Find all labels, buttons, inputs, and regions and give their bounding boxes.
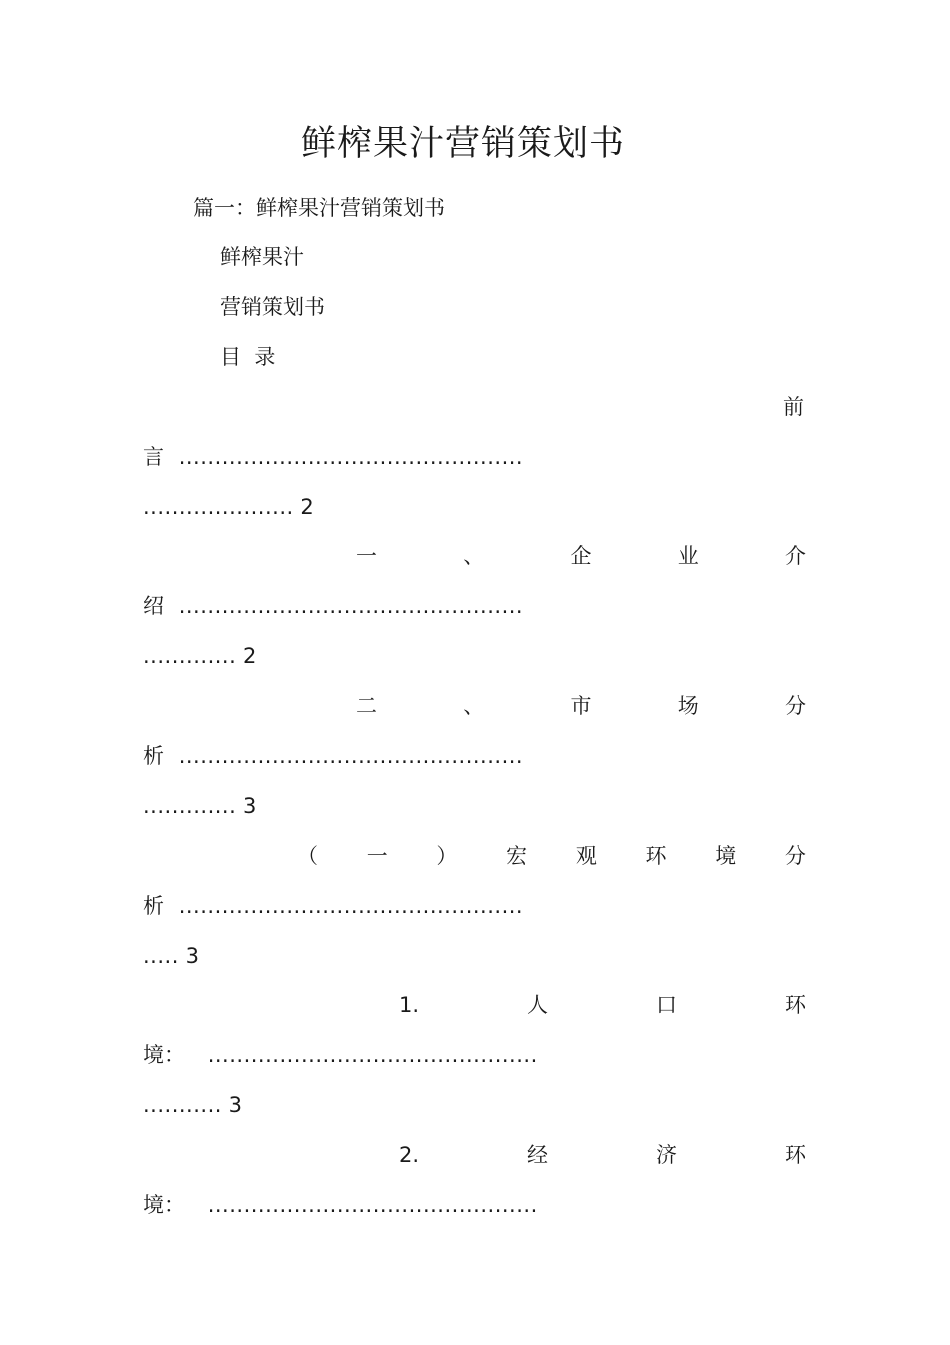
toc-preface-line [143, 442, 523, 472]
toc-section2-page-line [143, 791, 256, 821]
toc-section2-1-char: 析 [143, 894, 164, 918]
toc-char: 境 [715, 844, 737, 868]
toc-section2-char: 析 [143, 744, 164, 768]
toc-char: 场 [677, 694, 699, 718]
toc-section2-1-page: 3 [185, 944, 199, 968]
toc-preface-label-end: 前 [783, 395, 804, 419]
toc-char: 1. [399, 993, 420, 1017]
toc-char: 分 [785, 694, 806, 718]
heading-line-1: 篇一：鲜榨果汁营销策划书 [193, 196, 445, 220]
toc-char: 市 [570, 694, 592, 718]
toc-section2-1-page-line [143, 941, 199, 971]
toc-section2-page: 3 [242, 794, 257, 818]
toc-section2-leader-2: ............. [143, 794, 237, 818]
toc-preface-char: 言 [143, 445, 164, 469]
toc-char: 经 [527, 1143, 549, 1167]
toc-section1-page: 2 [242, 644, 257, 668]
toc-char: 二 [356, 694, 377, 718]
toc-preface-page: 2 [300, 495, 314, 519]
toc-char: 环 [785, 993, 806, 1017]
toc-char: 分 [784, 844, 806, 868]
toc-item1-char: 境： [143, 1043, 185, 1067]
toc-char: 介 [785, 544, 806, 568]
toc-item2-char: 境： [143, 1193, 185, 1217]
toc-char: 济 [656, 1143, 678, 1167]
toc-item2-line [143, 1190, 538, 1220]
heading-line-3: 营销策划书 [220, 295, 325, 319]
toc-section2-1-leader-2: ..... [143, 944, 179, 968]
toc-item1-label [399, 990, 806, 1020]
toc-section2-1-label [297, 841, 806, 871]
toc-char: （ [297, 844, 318, 868]
heading-line-2: 鲜榨果汁 [220, 245, 304, 269]
toc-section2-1-leader: ................................................ [178, 894, 524, 918]
toc-section1-line [143, 591, 523, 621]
toc-section1-char: 绍 [143, 594, 164, 618]
toc-preface-leader-2: ..................... [143, 495, 294, 519]
toc-char: 、 [463, 694, 485, 718]
toc-char: 一 [366, 844, 388, 868]
toc-preface-leader: ................................................ [178, 445, 524, 469]
toc-item1-leader-2: ........... [143, 1093, 222, 1117]
toc-preface-page-line [143, 492, 314, 522]
document-title: 鲜榨果汁营销策划书 [300, 124, 625, 164]
toc-char: 2. [399, 1143, 420, 1167]
toc-char: 一 [356, 544, 377, 568]
toc-char: 环 [785, 1143, 806, 1167]
toc-char: 企 [570, 544, 592, 568]
toc-section2-leader: ................................................ [178, 744, 524, 768]
toc-section2-1-line [143, 891, 523, 921]
toc-item2-label [399, 1140, 806, 1170]
toc-heading: 目 录 [220, 345, 276, 369]
toc-char: 业 [677, 544, 699, 568]
toc-char: 宏 [506, 844, 528, 868]
toc-char: 人 [527, 993, 549, 1017]
toc-section1-label [356, 541, 806, 571]
toc-char: 观 [575, 844, 597, 868]
toc-char: 口 [656, 993, 678, 1017]
toc-section2-label [356, 691, 806, 721]
toc-section1-page-line [143, 641, 256, 671]
toc-section1-leader: ................................................ [178, 594, 524, 618]
toc-item1-page-line [143, 1090, 242, 1120]
toc-char: 环 [645, 844, 667, 868]
toc-char: ） [436, 844, 458, 868]
toc-item1-line [143, 1040, 538, 1070]
toc-item2-leader: .............................................. [207, 1193, 538, 1217]
toc-item1-leader: .............................................. [207, 1043, 538, 1067]
toc-char: 、 [463, 544, 485, 568]
toc-item1-page: 3 [228, 1093, 242, 1117]
toc-section2-line [143, 741, 523, 771]
toc-section1-leader-2: ............. [143, 644, 237, 668]
